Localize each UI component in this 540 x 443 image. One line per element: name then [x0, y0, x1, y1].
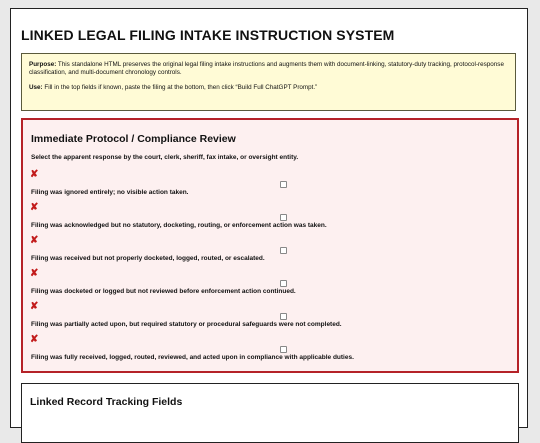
- page-title: LINKED LEGAL FILING INTAKE INSTRUCTION SYSTEM: [21, 27, 395, 43]
- response-label-3: Filing was received but not properly docketed, logged, routed, or escalated.: [31, 255, 265, 262]
- use-text: Fill in the top fields if known, paste the filing at the bottom, then click “Build Full ChatGPT Prompt.”: [42, 84, 318, 91]
- linked-record-tracking-section: [21, 383, 519, 443]
- purpose-paragraph: [29, 61, 508, 77]
- error-x-icon: ✘: [30, 268, 39, 279]
- response-checkbox-1[interactable]: [280, 181, 287, 188]
- response-checkbox-4[interactable]: [280, 280, 287, 287]
- response-option-3: [23, 236, 517, 266]
- response-option-1: [23, 170, 517, 200]
- response-checkbox-5[interactable]: [280, 313, 287, 320]
- error-x-icon: ✘: [30, 334, 39, 345]
- response-label-1: Filing was ignored entirely; no visible action taken.: [31, 189, 189, 196]
- response-option-6: [23, 335, 517, 365]
- intro-notice: [21, 53, 516, 111]
- response-checkbox-6[interactable]: [280, 346, 287, 353]
- purpose-label: Purpose:: [29, 61, 57, 68]
- review-prompt: Select the apparent response by the court, clerk, sheriff, fax intake, or oversight entity.: [31, 154, 299, 161]
- use-paragraph: [29, 84, 508, 92]
- compliance-review-section: [21, 118, 519, 373]
- purpose-text: This standalone HTML preserves the original legal filing intake instructions and augments them with document-linking, statutory-duty tracking, protocol-response classification, and multi-document chronology controls.: [29, 61, 504, 76]
- review-heading: Immediate Protocol / Compliance Review: [31, 133, 236, 145]
- response-option-2: [23, 203, 517, 233]
- error-x-icon: ✘: [30, 169, 39, 180]
- response-label-5: Filing was partially acted upon, but required statutory or procedural safeguards were not completed.: [31, 321, 342, 328]
- response-label-4: Filing was docketed or logged but not reviewed before enforcement action continued.: [31, 288, 296, 295]
- response-option-5: [23, 302, 517, 332]
- error-x-icon: ✘: [30, 202, 39, 213]
- response-label-2: Filing was acknowledged but no statutory, docketing, routing, or enforcement action was taken.: [31, 222, 327, 229]
- error-x-icon: ✘: [30, 235, 39, 246]
- response-label-6: Filing was fully received, logged, routed, reviewed, and acted upon in compliance with applicable duties.: [31, 354, 354, 361]
- response-checkbox-3[interactable]: [280, 247, 287, 254]
- response-checkbox-2[interactable]: [280, 214, 287, 221]
- page-container: [10, 8, 528, 428]
- use-label: Use:: [29, 84, 43, 91]
- error-x-icon: ✘: [30, 301, 39, 312]
- tracking-heading: Linked Record Tracking Fields: [30, 396, 183, 408]
- response-option-4: [23, 269, 517, 299]
